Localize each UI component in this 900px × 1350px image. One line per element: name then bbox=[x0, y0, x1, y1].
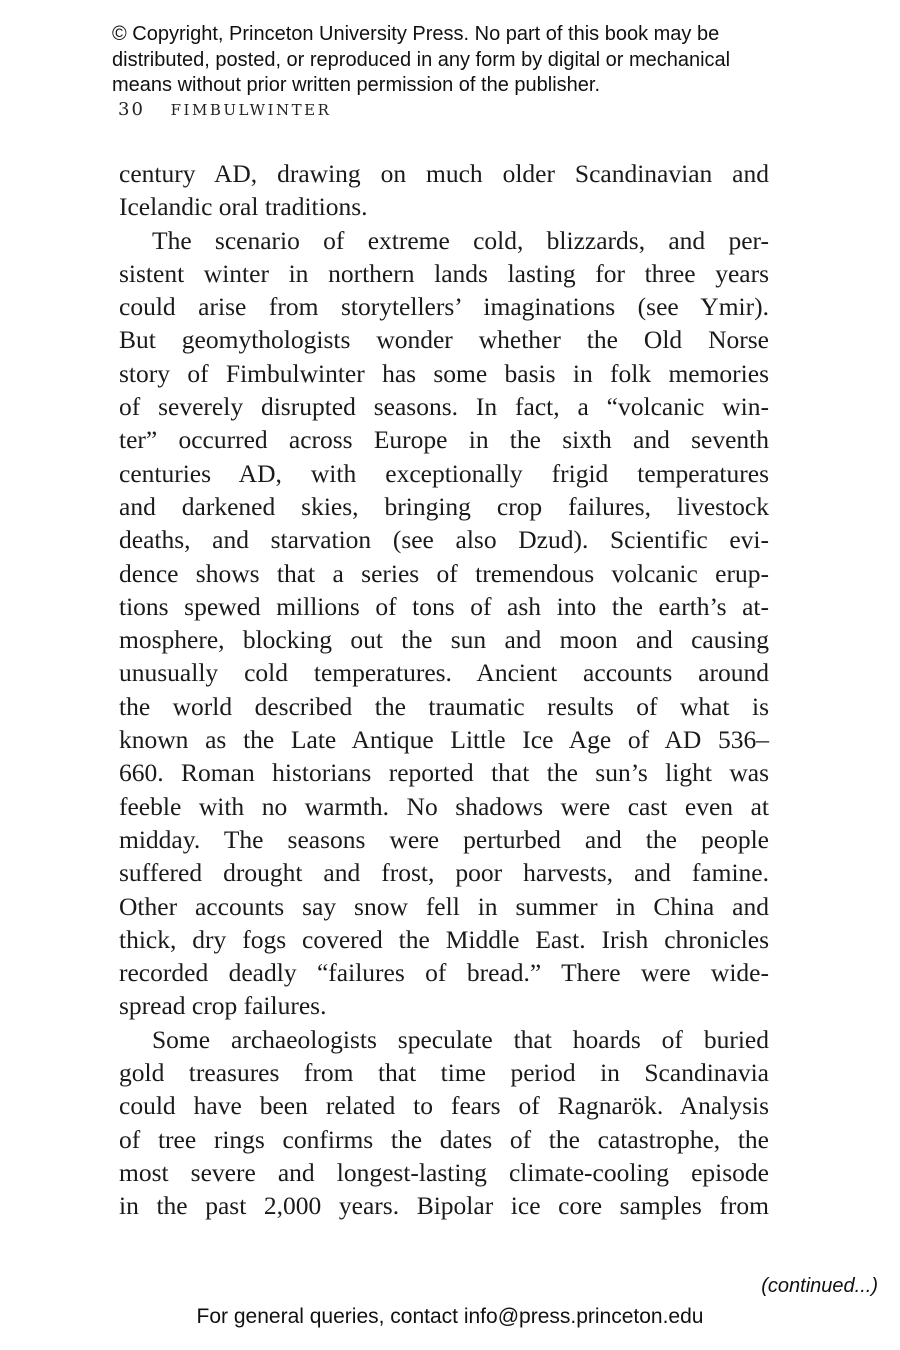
body-text bbox=[119, 157, 769, 1223]
text-line: The scenario of extreme cold, blizzards, and per- bbox=[152, 225, 769, 255]
text-line: of tree rings confirms the dates of the catastrophe, the bbox=[119, 1124, 769, 1154]
text-line: known as the Late Antique Little Ice Age of AD 536– bbox=[119, 725, 769, 755]
text-line: thick, dry fogs covered the Middle East. Irish chronicles bbox=[119, 924, 769, 954]
text-line: suffered drought and frost, poor harvests, and famine. bbox=[119, 858, 769, 888]
copyright-line-2: distributed, posted, or reproduced in any form by digital or mechanical bbox=[112, 48, 731, 71]
copyright-line-1: © Copyright, Princeton University Press. No part of this book may be bbox=[112, 23, 720, 45]
text-line: gold treasures from that time period in Scandinavia bbox=[119, 1058, 769, 1088]
footer-contact: For general queries, contact info@press.princeton.edu bbox=[196, 1305, 704, 1328]
copyright-line-3: means without prior written permission of the publisher. bbox=[112, 74, 601, 96]
text-line: could have been related to fears of Ragnarök. Analysis bbox=[119, 1091, 769, 1121]
text-line: the world described the traumatic results of what is bbox=[119, 691, 769, 721]
text-line: mosphere, blocking out the sun and moon and causing bbox=[119, 625, 769, 655]
text-line: could arise from storytellers’ imaginations (see Ymir). bbox=[119, 292, 769, 322]
text-line: sistent winter in northern lands lasting for three years bbox=[119, 258, 769, 288]
text-line: most severe and longest-lasting climate-cooling episode bbox=[119, 1157, 769, 1187]
text-line: century AD, drawing on much older Scandinavian and bbox=[119, 159, 769, 188]
page-number: 30 bbox=[118, 99, 145, 120]
paragraph-2 bbox=[119, 224, 769, 1023]
text-line: Other accounts say snow fell in summer in China and bbox=[119, 891, 769, 921]
section-title: FIMBULWINTER bbox=[170, 101, 332, 119]
text-line: Some archaeologists speculate that hoards of buried bbox=[152, 1024, 769, 1054]
text-line: dence shows that a series of tremendous volcanic erup- bbox=[119, 558, 769, 588]
text-line: feeble with no warmth. No shadows were cast even at bbox=[119, 791, 769, 821]
text-line: of severely disrupted seasons. In fact, a “volcanic win- bbox=[119, 392, 769, 422]
running-head bbox=[118, 99, 331, 120]
text-line: 660. Roman historians reported that the sun’s light was bbox=[119, 758, 769, 788]
paragraph-1 bbox=[119, 157, 769, 224]
text-line: unusually cold temperatures. Ancient accounts around bbox=[119, 658, 769, 688]
text-line: midday. The seasons were perturbed and the people bbox=[119, 824, 769, 854]
text-line: But geomythologists wonder whether the Old Norse bbox=[119, 325, 769, 355]
text-line: Icelandic oral traditions. bbox=[119, 192, 368, 222]
text-line: story of Fimbulwinter has some basis in folk memories bbox=[119, 358, 769, 388]
text-line: recorded deadly “failures of bread.” There were wide- bbox=[119, 958, 769, 988]
copyright-notice bbox=[112, 22, 812, 99]
text-line: ter” occurred across Europe in the sixth and seventh bbox=[119, 425, 769, 455]
text-line: spread crop failures. bbox=[119, 991, 327, 1021]
paragraph-3 bbox=[119, 1023, 769, 1223]
continued-label: (continued...) bbox=[761, 1275, 878, 1297]
text-line: and darkened skies, bringing crop failures, livestock bbox=[119, 491, 769, 521]
text-line: tions spewed millions of tons of ash into the earth’s at- bbox=[119, 591, 769, 621]
text-line: centuries AD, with exceptionally frigid temperatures bbox=[119, 458, 769, 488]
text-line: deaths, and starvation (see also Dzud). Scientific evi- bbox=[119, 525, 769, 555]
text-line: in the past 2,000 years. Bipolar ice core samples from bbox=[119, 1191, 769, 1221]
